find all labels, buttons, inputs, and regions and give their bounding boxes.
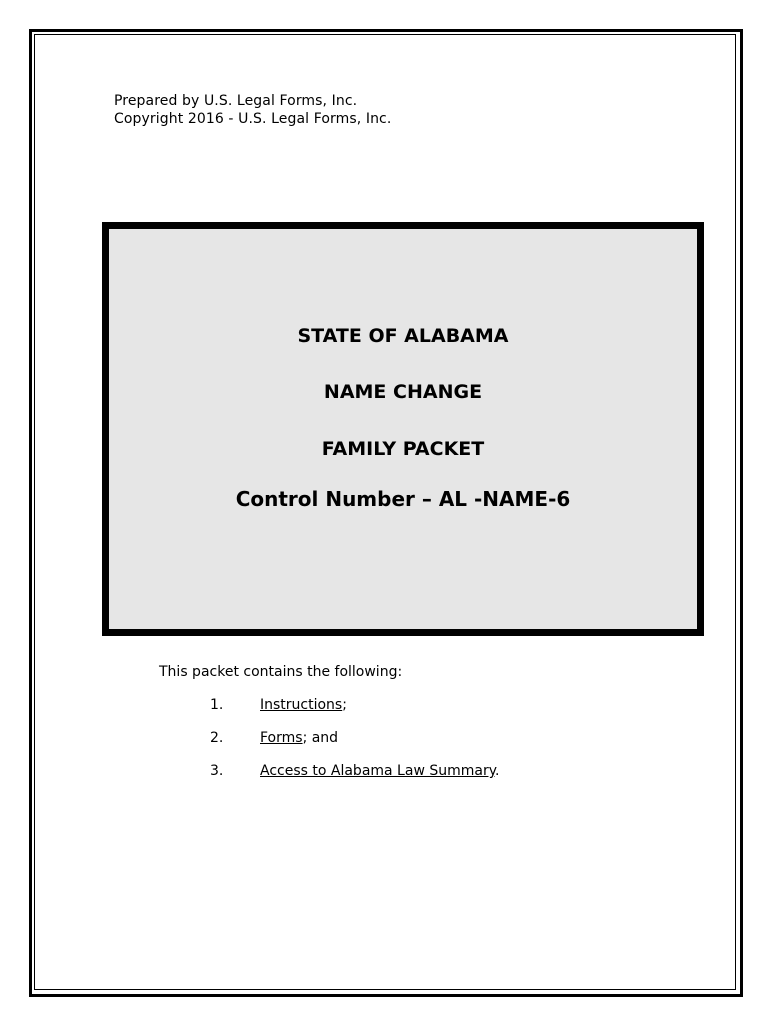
preparer-notice — [114, 92, 391, 128]
control-number: Control Number – AL -NAME-6 — [235, 487, 571, 511]
list-item — [210, 730, 338, 746]
instructions-link[interactable]: Instructions — [260, 697, 343, 713]
list-item — [210, 697, 347, 713]
packet-subject: NAME CHANGE — [323, 381, 483, 403]
prepared-by-text: Prepared by U.S. Legal Forms, Inc. — [114, 93, 358, 109]
list-item — [210, 763, 499, 779]
title-box — [102, 222, 704, 636]
copyright-text: Copyright 2016 - U.S. Legal Forms, Inc. — [114, 111, 392, 127]
list-number: 2. — [210, 730, 224, 746]
list-suffix: ; and — [302, 730, 339, 746]
packet-type: FAMILY PACKET — [321, 438, 485, 460]
list-number: 3. — [210, 763, 224, 779]
list-suffix: . — [495, 763, 500, 779]
list-number: 1. — [210, 697, 224, 713]
law-summary-link[interactable]: Access to Alabama Law Summary — [260, 763, 495, 779]
state-title: STATE OF ALABAMA — [297, 325, 509, 347]
forms-link[interactable]: Forms — [260, 730, 303, 746]
list-suffix: ; — [342, 697, 347, 713]
contents-intro: This packet contains the following: — [159, 664, 403, 680]
